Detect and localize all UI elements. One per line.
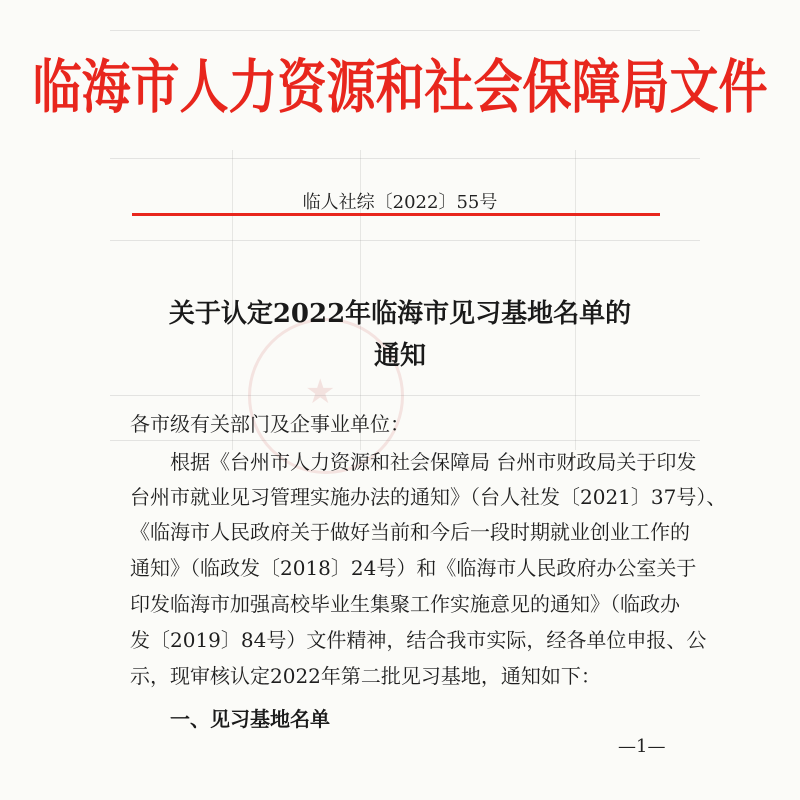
document-title-line-1: 关于认定2022年临海市见习基地名单的 [168,299,632,329]
document-title-line-2: 通知 [373,341,426,371]
issuer-title: 临海市人力资源和社会保障局文件 [32,53,768,122]
show-through-rule [110,158,700,159]
paragraph-line: 通知》（临政发〔2018〕24号）和《临海市人民政府办公室关于 [130,556,697,580]
section-heading: 一、见习基地名单 [170,707,330,731]
paragraph-line: 印发临海市加强高校毕业生集聚工作实施意见的通知》（临政办 [130,592,680,616]
show-through-rule [110,240,700,241]
paragraph-line: 台州市就业见习管理实施办法的通知》（台人社发〔2021〕37号）、 [130,485,727,509]
salutation: 各市级有关部门及企事业单位： [130,412,410,436]
red-separator-rule [132,213,660,216]
paragraph-line: 示，现审核认定2022年第二批见习基地，通知如下： [130,664,601,688]
show-through-rule [110,440,700,441]
show-through-rule [110,30,700,31]
document-number: 临人社综〔2022〕55号 [302,192,498,213]
seal-star-show-through: ★ [305,372,336,412]
paragraph-line: 根据《台州市人力资源和社会保障局 台州市财政局关于印发 [170,450,697,474]
show-through-rule [110,395,700,396]
paragraph-line: 发〔2019〕84号）文件精神，结合我市实际，经各单位申报、公 [130,628,707,652]
page-number: —1— [618,736,666,757]
paragraph-line: 《临海市人民政府关于做好当前和今后一段时期就业创业工作的 [130,520,690,544]
